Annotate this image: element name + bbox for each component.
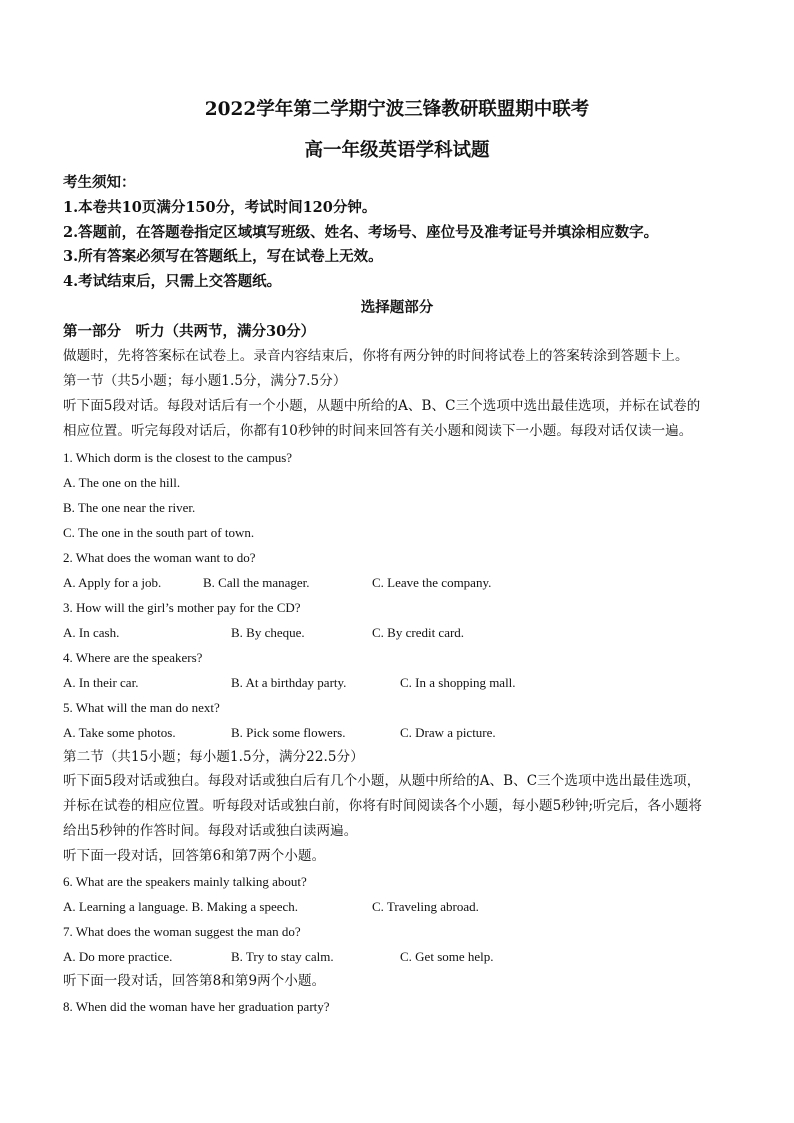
notice-item: 3.所有答案必须写在答题纸上，写在试卷上无效。 bbox=[63, 248, 383, 265]
section-intro: 并标在试卷的相应位置。听每段对话或独白前，你将有时间阅读各个小题，每小题5秒钟;听完后，各小题将 bbox=[63, 798, 702, 814]
option-c: C. Get some help. bbox=[400, 949, 494, 964]
option-c: C. Leave the company. bbox=[372, 575, 492, 590]
option-a: A. Do more practice. bbox=[63, 949, 173, 964]
option-b: B. Pick some flowers. bbox=[231, 725, 346, 740]
option-c: C. In a shopping mall. bbox=[400, 675, 516, 690]
question-stem: 5. What will the man do next? bbox=[63, 700, 220, 715]
option-a: A. The one on the hill. bbox=[63, 475, 181, 490]
exam-title: 2022学年第二学期宁波三锋教研联盟期中联考 bbox=[204, 99, 590, 120]
question-stem: 3. How will the girl’s mother pay for the CD? bbox=[63, 600, 301, 615]
question-stem: 8. When did the woman have her graduation party? bbox=[63, 999, 330, 1014]
option-b: B. The one near the river. bbox=[63, 500, 196, 515]
option-b: B. Try to stay calm. bbox=[231, 949, 334, 964]
notice-item: 2.答题前，在答题卷指定区域填写班级、姓名、考场号、座位号及准考证号并填涂相应数字。 bbox=[63, 224, 659, 241]
section-title: 选择题部分 bbox=[360, 299, 434, 316]
question-stem: 4. Where are the speakers? bbox=[63, 650, 203, 665]
option-a: A. Take some photos. bbox=[63, 725, 176, 740]
option-a: A. Apply for a job. bbox=[63, 575, 162, 590]
section-intro: 听下面5段对话。每段对话后有一个小题，从题中所给的A、B、C三个选项中选出最佳选项，并标在试卷的 bbox=[63, 398, 701, 414]
option-c: C. Traveling abroad. bbox=[372, 899, 479, 914]
question-stem: 6. What are the speakers mainly talking about? bbox=[63, 874, 307, 889]
option-b: B. At a birthday party. bbox=[231, 675, 347, 690]
option-c: C. The one in the south part of town. bbox=[63, 525, 255, 540]
notice-heading: 考生须知： bbox=[63, 174, 136, 191]
section-heading: 第二节（共15小题；每小题1.5分，满分22.5分） bbox=[63, 749, 364, 765]
notice-item: 4.考试结束后，只需上交答题纸。 bbox=[63, 273, 282, 290]
section-heading: 第一节（共5小题；每小题1.5分，满分7.5分） bbox=[63, 373, 347, 389]
option-ab: A. Learning a language. B. Making a speech. bbox=[63, 899, 299, 914]
dialog-instruction: 听下面一段对话，回答第6和第7两个小题。 bbox=[63, 848, 326, 864]
section-intro: 相应位置。听完每段对话后，你都有10秒钟的时间来回答有关小题和阅读下一小题。每段对话仅读一遍。 bbox=[63, 423, 693, 439]
notice-item: 1.本卷共10页满分150分，考试时间120分钟。 bbox=[63, 199, 377, 216]
question-stem: 1. Which dorm is the closest to the campus? bbox=[63, 450, 293, 465]
part-intro: 做题时，先将答案标在试卷上。录音内容结束后，你将有两分钟的时间将试卷上的答案转涂到答题卡上。 bbox=[63, 348, 689, 364]
section-intro: 听下面5段对话或独白。每段对话或独白后有几个小题，从题中所给的A、B、C三个选项中选出最佳选项， bbox=[63, 773, 701, 789]
question-stem: 2. What does the woman want to do? bbox=[63, 550, 256, 565]
option-b: B. By cheque. bbox=[231, 625, 305, 640]
option-c: C. By credit card. bbox=[372, 625, 465, 640]
part-title: 第一部分 听力（共两节，满分30分） bbox=[63, 323, 316, 340]
option-c: C. Draw a picture. bbox=[400, 725, 496, 740]
dialog-instruction: 听下面一段对话，回答第8和第9两个小题。 bbox=[63, 973, 326, 989]
section-intro: 给出5秒钟的作答时间。每段对话或独白读两遍。 bbox=[63, 823, 358, 839]
option-b: B. Call the manager. bbox=[203, 575, 310, 590]
exam-subtitle: 高一年级英语学科试题 bbox=[304, 140, 490, 161]
option-a: A. In cash. bbox=[63, 625, 120, 640]
option-a: A. In their car. bbox=[63, 675, 139, 690]
question-stem: 7. What does the woman suggest the man do? bbox=[63, 924, 301, 939]
